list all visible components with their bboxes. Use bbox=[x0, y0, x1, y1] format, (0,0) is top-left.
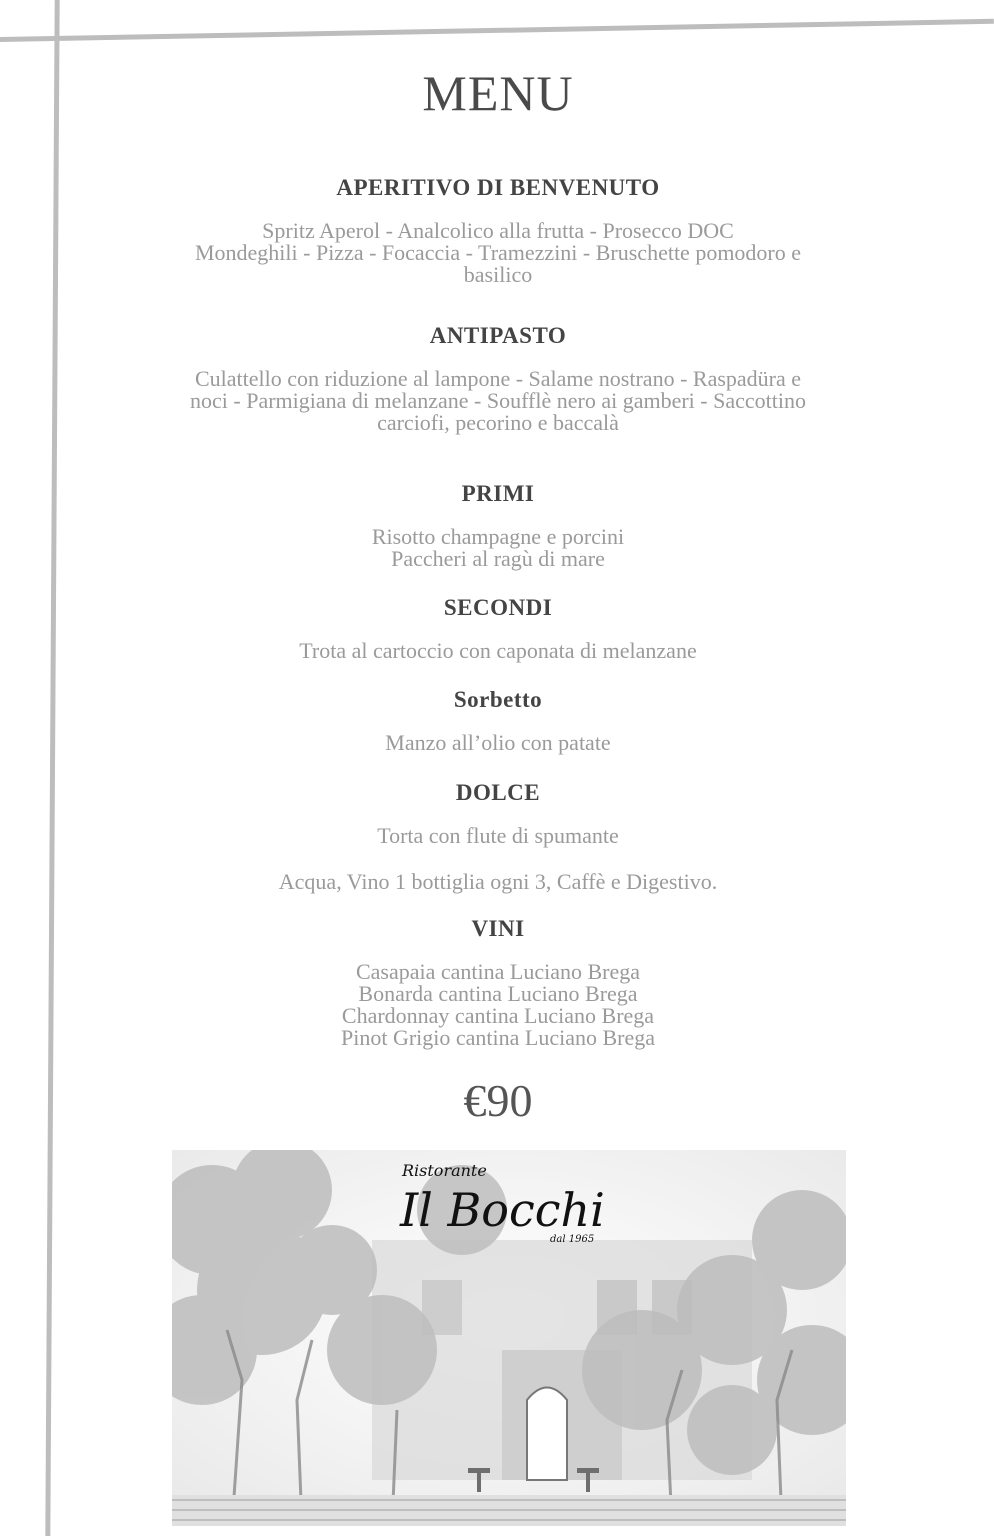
frame-vertical-line bbox=[45, 0, 59, 1536]
section-aperitivo bbox=[80, 174, 916, 286]
section-heading: Sorbetto bbox=[453, 687, 543, 712]
section-items bbox=[80, 825, 916, 893]
section-primi bbox=[80, 480, 916, 570]
section-heading: SECONDI bbox=[443, 595, 553, 620]
section-heading: ANTIPASTO bbox=[429, 323, 567, 348]
frame-horizontal-line bbox=[0, 19, 994, 42]
section-vini bbox=[80, 915, 916, 1049]
menu-item: Manzo all’olio con patate bbox=[385, 730, 611, 755]
menu-price: €90 bbox=[463, 1075, 533, 1126]
section-items bbox=[80, 368, 916, 434]
section-items bbox=[80, 732, 916, 754]
section-heading: DOLCE bbox=[455, 780, 541, 805]
menu-item: Acqua, Vino 1 bottiglia ogni 3, Caffè e Digestivo. bbox=[278, 869, 718, 894]
menu-item: Pinot Grigio cantina Luciano Brega bbox=[340, 1025, 656, 1050]
section-sorbetto bbox=[80, 686, 916, 754]
menu-item: Risotto champagne e porcini bbox=[371, 524, 625, 549]
section-items bbox=[80, 220, 916, 286]
menu-item: Mondeghili - Pizza - Focaccia - Tramezzini - Bruschette pomodoro e bbox=[194, 240, 802, 265]
logo-name-text: Il Bocchi bbox=[400, 1183, 605, 1237]
section-heading: APERITIVO DI BENVENUTO bbox=[336, 175, 660, 200]
section-dolce bbox=[80, 779, 916, 893]
menu-item: Spritz Aperol - Analcolico alla frutta - Prosecco DOC bbox=[262, 218, 734, 243]
menu-item: Torta con flute di spumante bbox=[377, 823, 619, 848]
menu-item: Culattello con riduzione al lampone - Salame nostrano - Raspadüra e bbox=[194, 366, 802, 391]
section-items bbox=[80, 640, 916, 662]
section-items bbox=[80, 526, 916, 570]
logo-ristorante-text: Ristorante bbox=[402, 1161, 487, 1180]
section-heading: VINI bbox=[471, 916, 525, 941]
menu-item: Trota al cartoccio con caponata di melanzane bbox=[299, 638, 697, 663]
section-items bbox=[80, 961, 916, 1049]
section-antipasto bbox=[80, 322, 916, 434]
section-heading: PRIMI bbox=[461, 481, 535, 506]
logo-year-text: dal 1965 bbox=[550, 1234, 595, 1245]
menu-item: basilico bbox=[463, 262, 533, 287]
menu-item: Chardonnay cantina Luciano Brega bbox=[341, 1003, 655, 1028]
section-secondi bbox=[80, 594, 916, 662]
restaurant-logo bbox=[398, 1158, 613, 1248]
menu-item: Casapaia cantina Luciano Brega bbox=[355, 959, 641, 984]
menu-item: Paccheri al ragù di mare bbox=[391, 546, 605, 571]
menu-item: carciofi, pecorino e baccalà bbox=[377, 410, 619, 435]
menu-title: MENU bbox=[422, 65, 574, 121]
menu-item: noci - Parmigiana di melanzane - Soufflè nero ai gamberi - Saccottino bbox=[190, 388, 806, 413]
menu-item: Bonarda cantina Luciano Brega bbox=[358, 981, 638, 1006]
